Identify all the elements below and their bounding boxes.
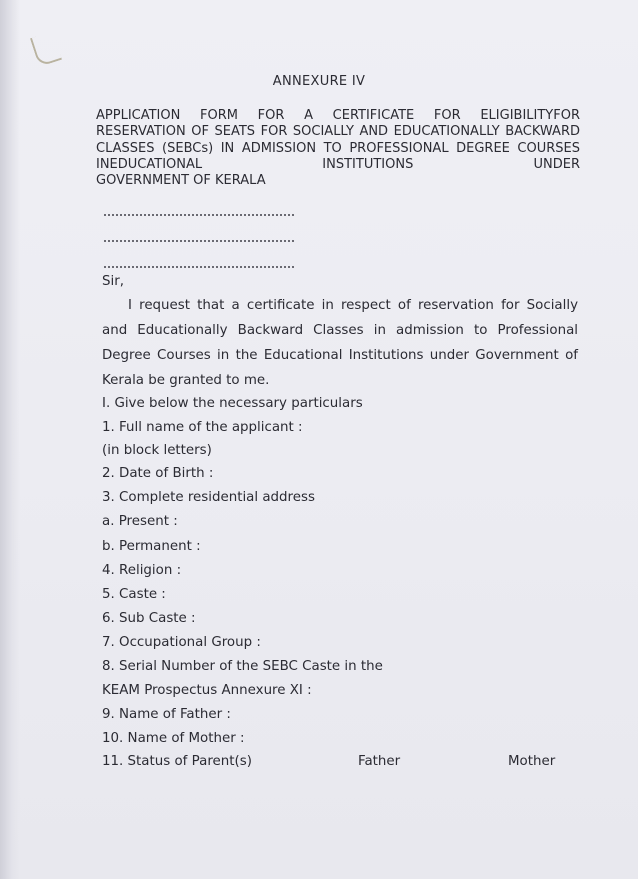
address-line-2 <box>104 238 294 242</box>
field-date-of-birth: 2. Date of Birth : <box>102 466 214 481</box>
address-line-3 <box>104 264 294 268</box>
column-father: Father <box>358 754 401 769</box>
particulars-intro: I. Give below the necessary particulars <box>102 396 363 411</box>
field-block-letters-note: (in block letters) <box>102 443 212 458</box>
field-caste: 5. Caste : <box>102 587 166 602</box>
request-paragraph: I request that a certificate in respect of reservation for Socially and Educationally Backward Classes in admission to Professional Degree Courses in the Educational Institutions under Government of Kerala be granted to me. <box>102 298 578 388</box>
field-permanent-address: b. Permanent : <box>102 539 201 554</box>
form-heading-main: APPLICATION FORM FOR A CERTIFICATE FOR ELIGIBILITYFOR RESERVATION OF SEATS FOR SOCIALLY AND EDUCATIONALLY BACKWARD CLASSES (SEBCs) IN ADMISSION TO PROFESSIONAL DEGREE COURSES INEDUCATIONAL INSTITUTIONS UNDER <box>96 108 580 172</box>
field-full-name: 1. Full name of the applicant : <box>102 420 303 435</box>
field-father-name: 9. Name of Father : <box>102 707 231 722</box>
field-keam-annexure: KEAM Prospectus Annexure XI : <box>102 683 312 698</box>
address-line-1 <box>104 212 294 216</box>
field-present-address: a. Present : <box>102 514 178 529</box>
staple-mark <box>30 31 62 67</box>
field-residential-address: 3. Complete residential address <box>102 490 315 505</box>
field-religion: 4. Religion : <box>102 563 182 578</box>
column-mother: Mother <box>508 754 556 769</box>
annexure-title: ANNEXURE IV <box>272 74 366 89</box>
form-heading <box>96 108 580 189</box>
field-occupational-group: 7. Occupational Group : <box>102 635 261 650</box>
form-heading-last: GOVERNMENT OF KERALA <box>96 173 266 189</box>
salutation: Sir, <box>102 274 124 289</box>
field-parent-status: 11. Status of Parent(s) <box>102 754 252 769</box>
field-mother-name: 10. Name of Mother : <box>102 731 245 746</box>
binding-shadow <box>0 0 20 879</box>
field-sub-caste: 6. Sub Caste : <box>102 611 196 626</box>
field-sebc-serial-number: 8. Serial Number of the SEBC Caste in the <box>102 659 383 674</box>
